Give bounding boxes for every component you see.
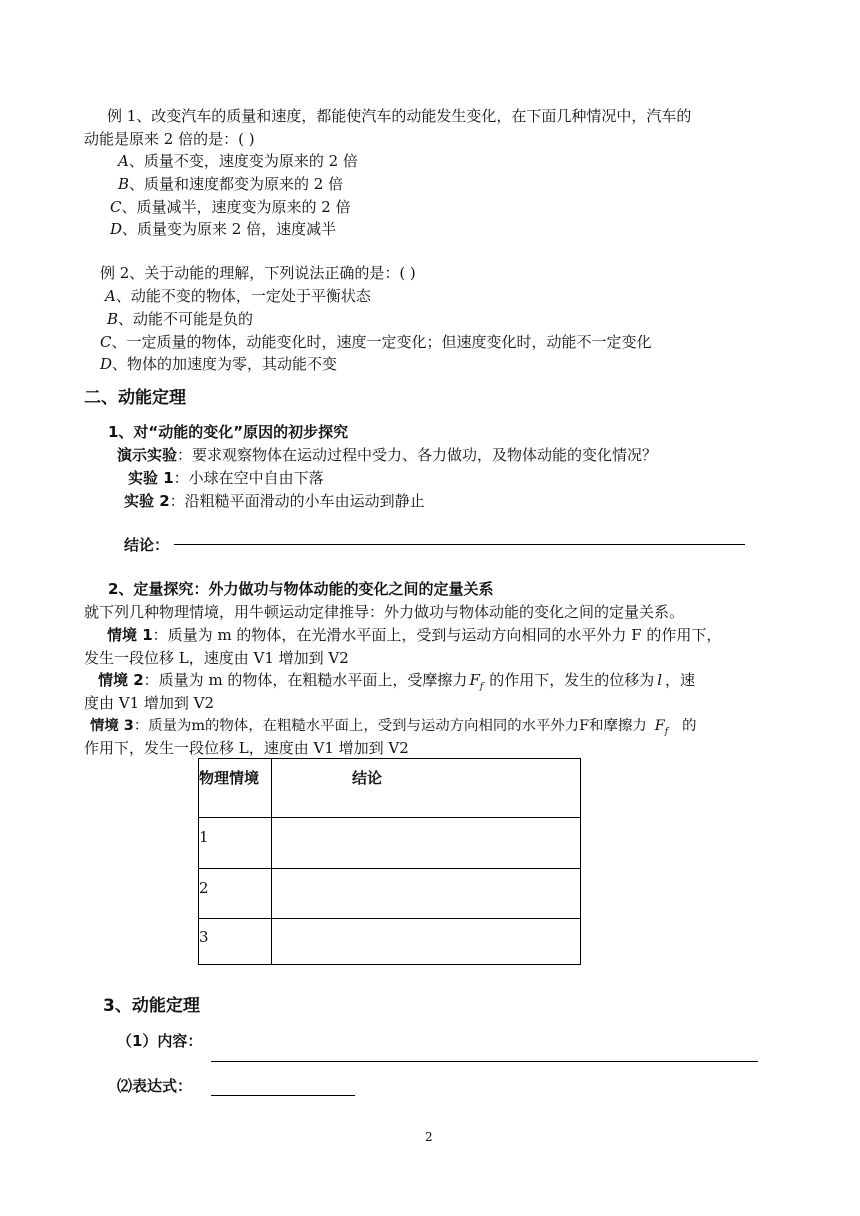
ex1-option-d: D、质量变为原来 2 倍，速度减半 (110, 220, 337, 238)
sub2-title: 2、定量探究：外力做功与物体动能的变化之间的定量关系 (108, 580, 494, 598)
situation2-line1: 情境 2：质量为 m 的物体，在粗糙水平面上，受摩擦力 $F_f$ 的作用下，发生的位移为 l ，速 (98, 671, 696, 692)
table-row (199, 919, 581, 965)
situation2-line2: 度由 V1 增加到 V2 (84, 694, 215, 712)
table-cell: 3 (199, 919, 272, 965)
content-blank-line (211, 1061, 758, 1062)
table-cell: 1 (199, 818, 272, 869)
table-cell[interactable] (272, 869, 581, 919)
expression-label: ⑵表达式： (117, 1077, 193, 1095)
ex2-option-a: A、动能不变的物体，一定处于平衡状态 (105, 287, 371, 305)
ex1-option-c: C、质量减半，速度变为原来的 2 倍 (110, 198, 351, 216)
table-cell[interactable] (272, 818, 581, 869)
table-header-row (199, 759, 581, 818)
situation3-line1: 情境 3：质量为m的物体，在粗糙水平面上，受到与运动方向相同的水平外力F和摩擦力 $F_f$ 的 (90, 718, 697, 737)
content-label: （1）内容： (117, 1032, 203, 1050)
sub3-title: 3、动能定理 (103, 996, 200, 1016)
sub1-title: 1、对“动能的变化”原因的初步探究 (108, 423, 349, 441)
table-row (199, 818, 581, 869)
conclusion-blank-line (174, 544, 745, 545)
ex2-option-d: D、物体的加速度为零，其动能不变 (100, 355, 338, 373)
situation3-line2: 作用下，发生一段位移 L，速度由 V1 增加到 V2 (84, 739, 409, 757)
ex1-stem-line2: 动能是原来 2 倍的是：( ) (84, 130, 255, 148)
ex1-option-a: A、质量不变，速度变为原来的 2 倍 (118, 152, 358, 170)
friction-symbol: $F_f$ (654, 718, 669, 737)
table-header-cell: 结论 (272, 759, 581, 818)
section-heading: 二、动能定理 (84, 388, 186, 408)
ex1-stem-line1: 例 1、改变汽车的质量和速度，都能使汽车的动能发生变化，在下面几种情况中，汽车的 (107, 107, 692, 125)
exp1-line: 实验 1：小球在空中自由下落 (128, 469, 324, 487)
expression-blank-line (211, 1095, 355, 1096)
demo-line: 演示实验：要求观察物体在运动过程中受力、各力做功，及物体动能的变化情况？ (117, 446, 658, 464)
conclusion-label: 结论： (124, 536, 170, 554)
exp2-line: 实验 2：沿粗糙平面滑动的小车由运动到静止 (124, 492, 425, 510)
situation1-line2: 发生一段位移 L，速度由 V1 增加到 V2 (84, 649, 349, 667)
sub2-intro: 就下列几种物理情境，用牛顿运动定律推导：外力做功与物体动能的变化之间的定量关系。 (84, 603, 685, 621)
situation1-line1: 情境 1：质量为 m 的物体，在光滑水平面上，受到与运动方向相同的水平外力 F 的作用下， (107, 626, 722, 644)
ex2-option-b: B、动能不可能是负的 (107, 310, 254, 328)
table-cell: 2 (199, 869, 272, 919)
ex1-option-b: B、质量和速度都变为原来的 2 倍 (118, 175, 344, 193)
ex2-option-c: C、一定质量的物体，动能变化时，速度一定变化；但速度变化时，动能不一定变化 (100, 333, 652, 351)
friction-symbol: $F_f$ (469, 671, 484, 692)
ex2-stem: 例 2、关于动能的理解，下列说法正确的是：( ) (100, 264, 416, 282)
table-header-cell: 物理情境 (199, 759, 272, 818)
situation-table (198, 758, 581, 965)
table-cell[interactable] (272, 919, 581, 965)
page-number: 2 (425, 1130, 433, 1144)
table-row (199, 869, 581, 919)
